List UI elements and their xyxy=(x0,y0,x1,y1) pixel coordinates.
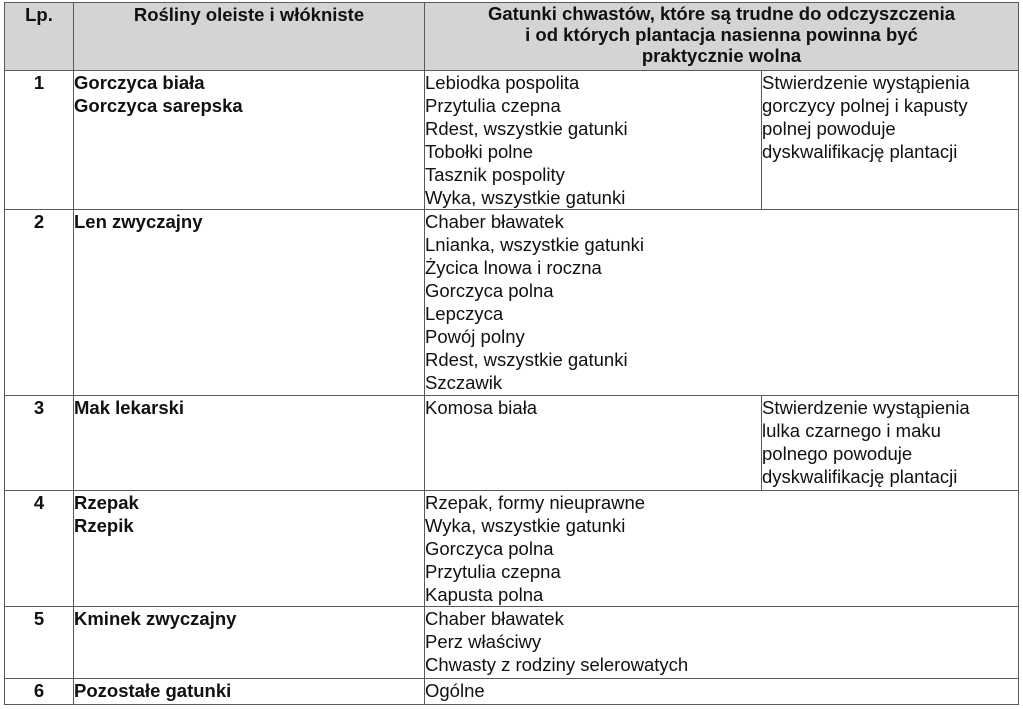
plant-cell xyxy=(74,491,425,607)
weeds-cell xyxy=(425,607,1019,679)
weed-name: Lebiodka pospolita xyxy=(425,72,580,93)
weed-name: Lepczyca xyxy=(425,303,504,324)
weed-name: Chaber bławatek xyxy=(425,608,564,629)
plant-name: Mak lekarski xyxy=(74,397,185,418)
weeds-cell xyxy=(425,491,1019,607)
weed-name: Ogólne xyxy=(425,680,485,701)
plant-cell xyxy=(74,396,425,491)
note-line: Stwierdzenie wystąpienia xyxy=(762,397,970,418)
plant-name: Rzepik xyxy=(74,515,134,536)
table-row xyxy=(5,210,1019,396)
weed-name: Lnianka, wszystkie gatunki xyxy=(425,234,645,255)
weed-name: Chwasty z rodziny selerowatych xyxy=(425,654,689,675)
header-weeds-line: i od których plantacja nasienna powinna być xyxy=(525,24,918,45)
weed-name: Przytulia czepna xyxy=(425,561,561,582)
plant-cell xyxy=(74,607,425,679)
plant-name: Pozostałe gatunki xyxy=(74,680,232,701)
weed-name: Perz właściwy xyxy=(425,631,542,652)
weed-name: Rdest, wszystkie gatunki xyxy=(425,118,628,139)
note-line: Stwierdzenie wystąpienia xyxy=(762,72,970,93)
note-cell xyxy=(762,396,1019,491)
table-row xyxy=(5,679,1019,705)
weeds-cell xyxy=(425,396,762,491)
row-number: 1 xyxy=(5,71,74,210)
row-number: 6 xyxy=(5,679,74,705)
plant-cell xyxy=(74,210,425,396)
weed-name: Rdest, wszystkie gatunki xyxy=(425,349,628,370)
plant-cell xyxy=(74,71,425,210)
weed-name: Rzepak, formy nieuprawne xyxy=(425,492,646,513)
note-line: dyskwalifikację plantacji xyxy=(762,141,958,162)
table-row xyxy=(5,491,1019,607)
plant-name: Len zwyczajny xyxy=(74,211,203,232)
weed-name: Gorczyca polna xyxy=(425,280,554,301)
weed-name: Chaber bławatek xyxy=(425,211,564,232)
weed-name: Gorczyca polna xyxy=(425,538,554,559)
weed-name: Szczawik xyxy=(425,372,503,393)
weed-name: Komosa biała xyxy=(425,397,538,418)
table-row xyxy=(5,607,1019,679)
weed-name: Wyka, wszystkie gatunki xyxy=(425,187,626,208)
header-plants: Rośliny oleiste i włókniste xyxy=(74,3,425,71)
note-cell xyxy=(762,71,1019,210)
header-lp: Lp. xyxy=(5,3,74,71)
weed-name: Wyka, wszystkie gatunki xyxy=(425,515,626,536)
note-line: polnego powoduje xyxy=(762,443,913,464)
weeds-cell xyxy=(425,71,762,210)
plant-name: Gorczyca sarepska xyxy=(74,95,243,116)
header-row xyxy=(5,3,1019,71)
header-weeds-line: Gatunki chwastów, które są trudne do odczyszczenia xyxy=(487,3,956,24)
note-line: polnej powoduje xyxy=(762,118,896,139)
weed-name: Powój polny xyxy=(425,326,525,347)
weed-name: Kapusta polna xyxy=(425,584,544,605)
row-number: 5 xyxy=(5,607,74,679)
weeds-cell xyxy=(425,679,1019,705)
weed-name: Tobołki polne xyxy=(425,141,533,162)
weed-name: Przytulia czepna xyxy=(425,95,561,116)
note-line: lulka czarnego i maku xyxy=(762,420,941,441)
row-number: 3 xyxy=(5,396,74,491)
weeds-table xyxy=(4,2,1019,705)
row-number: 4 xyxy=(5,491,74,607)
table-row xyxy=(5,396,1019,491)
plant-cell xyxy=(74,679,425,705)
plant-name: Rzepak xyxy=(74,492,139,513)
plant-name: Gorczyca biała xyxy=(74,72,205,93)
weed-name: Życica lnowa i roczna xyxy=(425,257,602,278)
plant-name: Kminek zwyczajny xyxy=(74,608,237,629)
header-weeds-line: praktycznie wolna xyxy=(641,45,802,66)
note-line: gorczycy polnej i kapusty xyxy=(762,95,968,116)
table-row xyxy=(5,71,1019,210)
header-weeds xyxy=(425,3,1019,71)
weeds-cell xyxy=(425,210,1019,396)
row-number: 2 xyxy=(5,210,74,396)
note-line: dyskwalifikację plantacji xyxy=(762,466,958,487)
weed-name: Tasznik pospolity xyxy=(425,164,565,185)
